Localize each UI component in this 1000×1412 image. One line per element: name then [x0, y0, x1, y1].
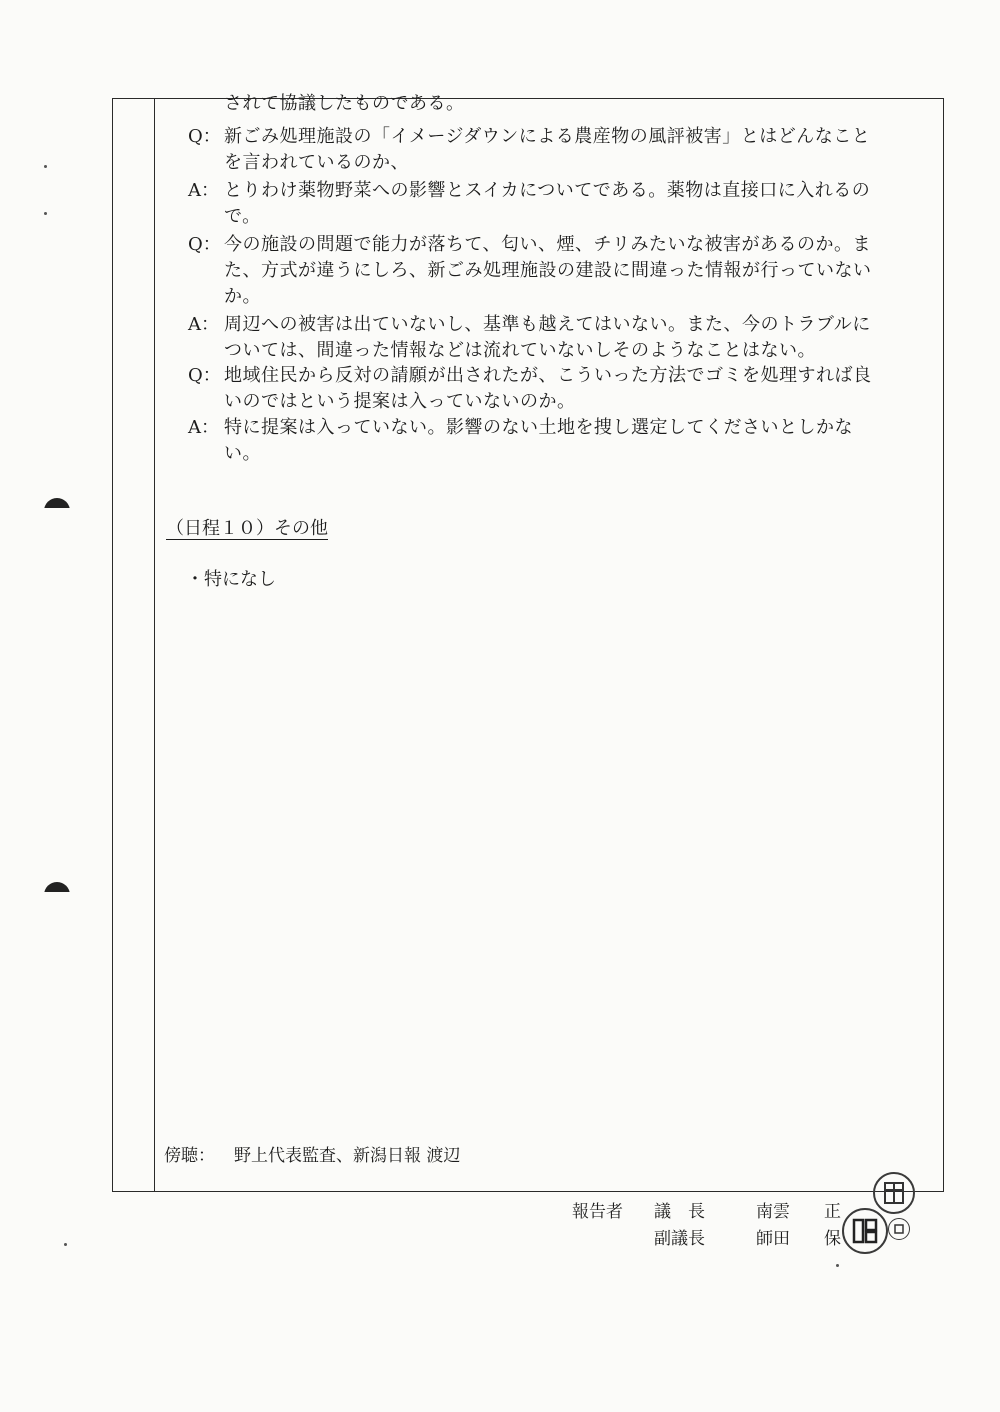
question-2-line-3: か。: [224, 286, 261, 307]
margin-column-divider: [154, 98, 155, 1192]
chair-title: 議 長: [654, 1202, 705, 1222]
answer-3-line-2: い。: [224, 443, 261, 464]
section-heading: （日程１０）その他: [166, 518, 328, 539]
scan-speck: [44, 212, 47, 215]
question-2-line-1: 今の施設の問題で能力が落ちて、匂い、煙、チリみたいな被害があるのか。ま: [224, 234, 871, 255]
qa-label-q2: Q：: [188, 234, 221, 255]
chair-seal-stamp: [873, 1172, 915, 1214]
answer-2-line-1: 周辺への被害は出ていないし、基準も越えてはいない。また、今のトラブルに: [224, 314, 871, 335]
binder-hole-top: [44, 498, 70, 524]
observers-label: 傍聴：: [164, 1146, 215, 1166]
answer-1-line-2: で。: [224, 206, 261, 227]
bullet-item: ・特になし: [186, 569, 276, 590]
qa-label-q3: Q：: [188, 365, 221, 386]
question-3-line-1: 地域住民から反対の請願が出されたが、こういった方法でゴミを処理すれば良: [224, 365, 872, 386]
answer-2-line-2: ついては、間違った情報などは流れていないしそのようなことはない。: [224, 340, 816, 361]
vice-chair-name: 師田 保: [756, 1229, 841, 1249]
binder-hole-bottom: [44, 882, 70, 908]
answer-3-line-1: 特に提案は入っていない。影響のない土地を捜し選定してくださいとしかな: [224, 417, 853, 438]
scan-speck: [64, 1243, 67, 1246]
seal-glyph-icon: [848, 1214, 882, 1248]
qa-label-a3: A：: [188, 417, 219, 438]
observers-value: 野上代表監査、新潟日報 渡辺: [234, 1146, 461, 1166]
reporter-label: 報告者: [572, 1202, 623, 1222]
continuation-line: されて協議したものである。: [224, 93, 465, 114]
question-1-line-2: を言われているのか、: [224, 152, 409, 173]
answer-1-line-1: とりわけ薬物野菜への影響とスイカについてである。薬物は直接口に入れるの: [224, 180, 871, 201]
qa-label-a1: A：: [188, 180, 219, 201]
seal-glyph-icon: [879, 1178, 909, 1208]
question-1-line-1: 新ごみ処理施設の「イメージダウンによる農産物の風評被害」とはどんなこと: [224, 126, 871, 147]
qa-label-q1: Q：: [188, 126, 221, 147]
vice-chair-seal-stamp: [842, 1208, 888, 1254]
seal-mark-icon: [888, 1218, 910, 1240]
scan-speck: [836, 1264, 839, 1267]
question-2-line-2: た、方式が違うにしろ、新ごみ処理施設の建設に間違った情報が行っていない: [224, 260, 872, 281]
scan-speck: [44, 165, 47, 168]
chair-name: 南雲 正: [756, 1202, 841, 1222]
question-3-line-2: いのではという提案は入っていないのか。: [224, 391, 576, 412]
qa-label-a2: A：: [188, 314, 219, 335]
vice-chair-title: 副議長: [654, 1229, 705, 1249]
